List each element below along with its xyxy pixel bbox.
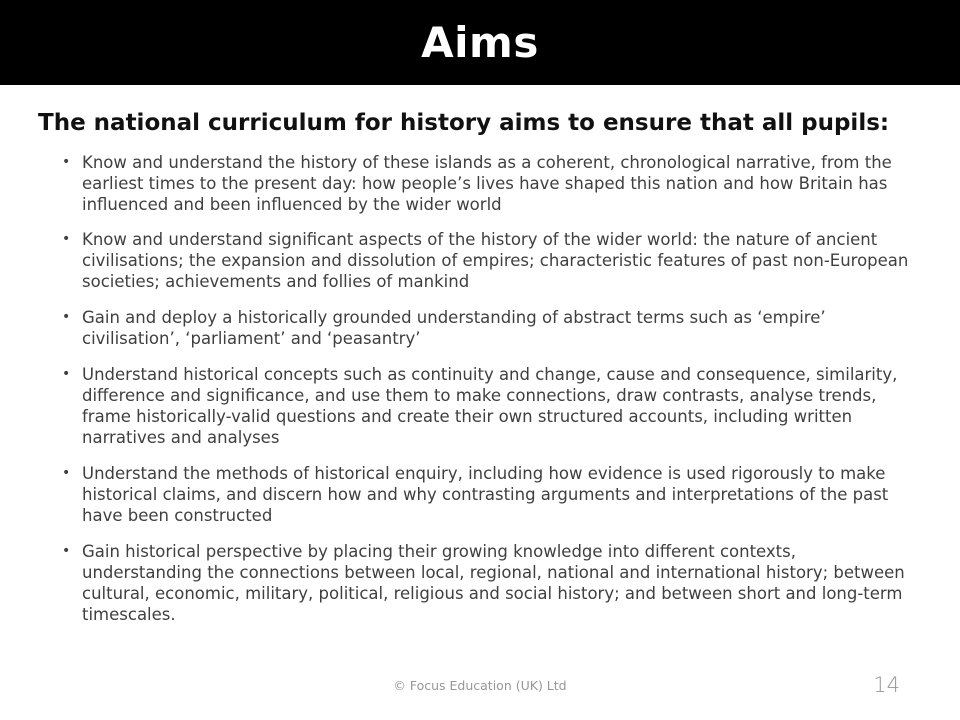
slide-title: Aims <box>421 18 539 67</box>
slide-heading: The national curriculum for history aims to ensure that all pupils: <box>38 110 890 136</box>
slide-body <box>0 85 960 626</box>
bullet-list <box>38 153 926 626</box>
copyright-text: © Focus Education (UK) Ltd <box>393 678 567 693</box>
slide-title-bar <box>0 0 960 85</box>
bullet-item: • Know and understand significant aspects of the history of the wider world: the nature of ancient civilisations; the expansion and dissolution of empires; characteristic features of past non-European societies; achievements and follies of mankind <box>38 230 926 293</box>
bullet-item: • Gain historical perspective by placing their growing knowledge into different contexts, understanding the connections between local, regional, national and international history; between cultural, economic, military, political, religious and social history; and between short and long-term timescales. <box>38 542 926 626</box>
bullet-item: • Gain and deploy a historically grounded understanding of abstract terms such as ‘empire’ civilisation’, ‘parliament’ and ‘peasantry’ <box>38 308 926 350</box>
bullet-item: • Understand the methods of historical enquiry, including how evidence is used rigorously to make historical claims, and discern how and why contrasting arguments and interpretations of the past have been constructed <box>38 464 926 527</box>
bullet-item: • Understand historical concepts such as continuity and change, cause and consequence, similarity, difference and significance, and use them to make connections, draw contrasts, analyse trends, frame historically-valid questions and create their own structured accounts, including written narratives and analyses <box>38 365 926 449</box>
page-number: 14 <box>873 673 900 697</box>
bullet-item: • Know and understand the history of these islands as a coherent, chronological narrative, from the earliest times to the present day: how people’s lives have shaped this nation and how Britain has influenced and been influenced by the wider world <box>38 153 926 216</box>
